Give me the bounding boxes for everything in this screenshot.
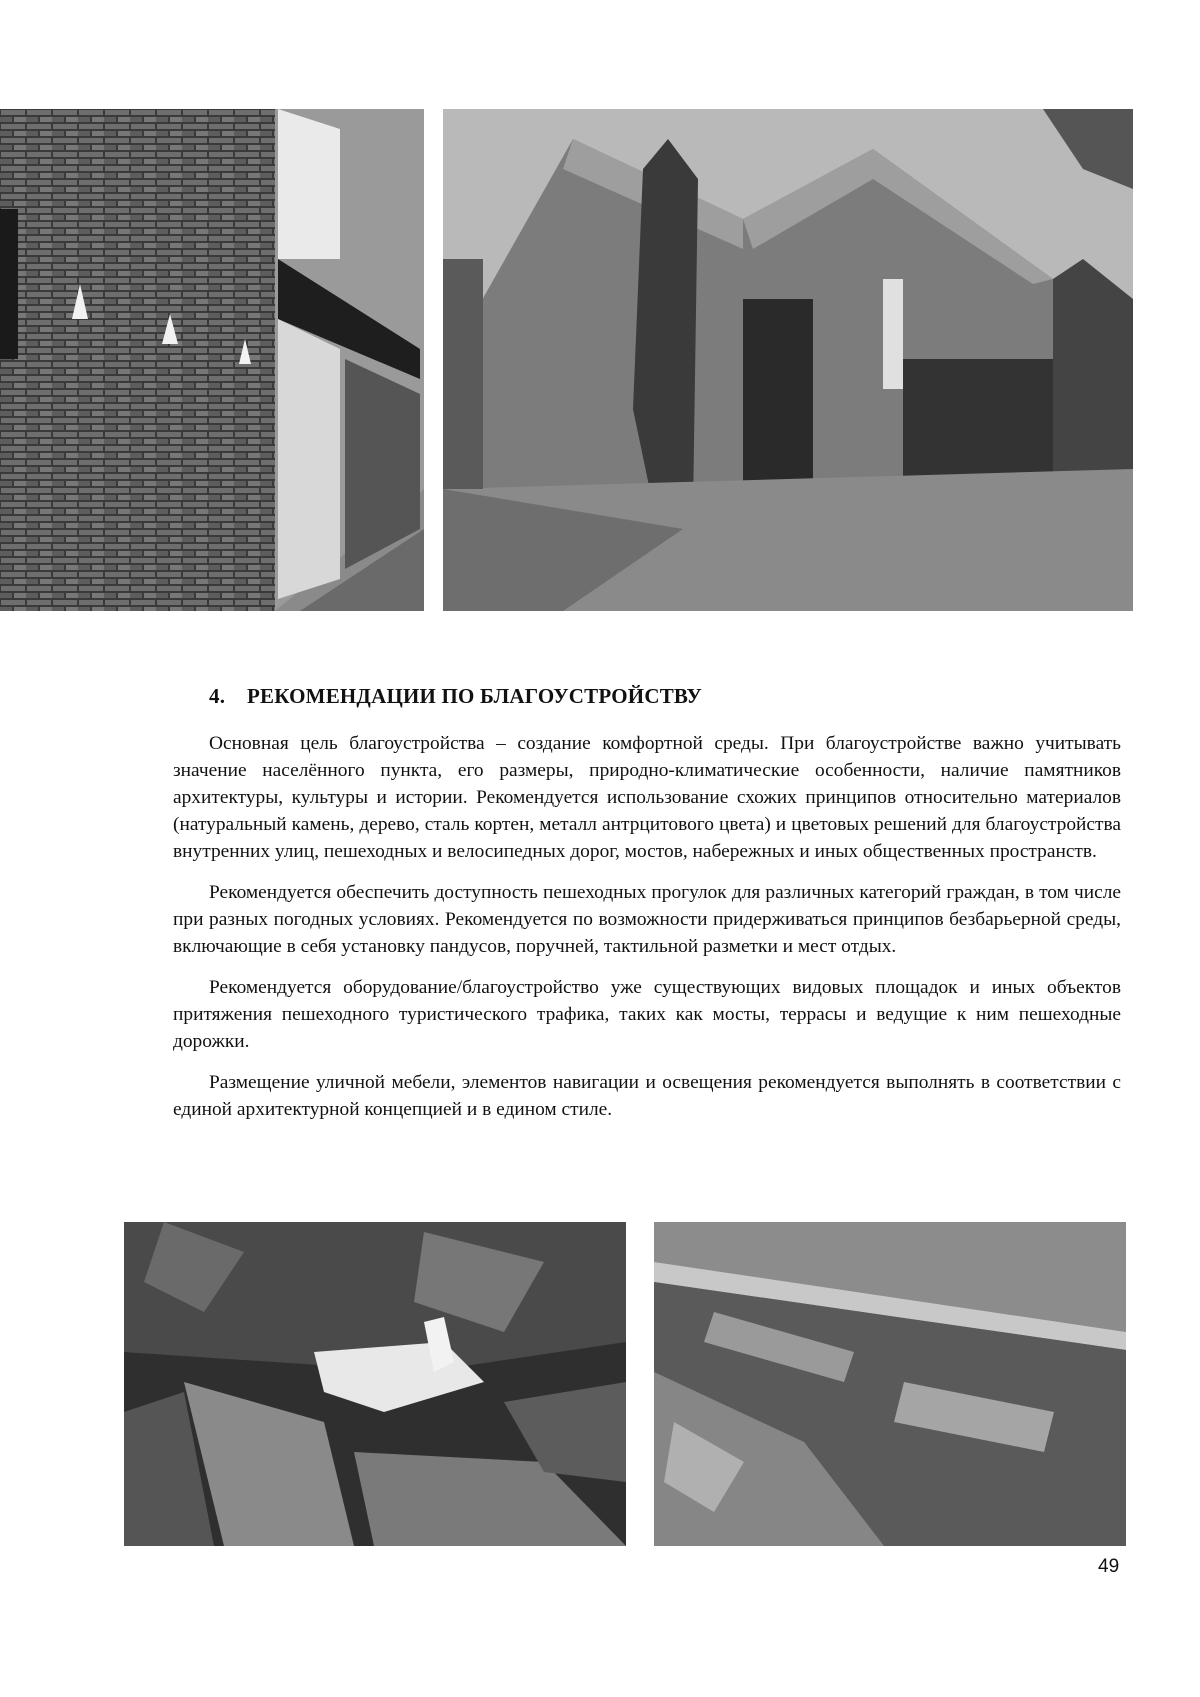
paragraph: Основная цель благоустройства – создание комфортной среды. При благоустройстве важно учитывать значение населённого пункта, его размеры, природно-климатические особенности, наличие памятников архитектуры, культуры и истории. Рекомендуется использование схожих принципов относительно материалов (натуральный камень, дерево, сталь кортен, металл антрцитового цвета) и цветовых решений для благоустройства внутренних улиц, пешеходных и велосипедных дорог, мостов, набережных и иных общественных пространств. bbox=[173, 733, 1121, 862]
photo-stone-embankment bbox=[654, 1222, 1126, 1546]
photo-brick-facade bbox=[0, 109, 424, 611]
paragraph: Рекомендуется оборудование/благоустройство уже существующих видовых площадок и иных объектов притяжения пешеходного туристического трафика, таких как мосты, террасы и ведущие к ним пешеходные дорожки. bbox=[173, 977, 1121, 1052]
section-heading bbox=[209, 684, 702, 709]
section-number: 4. bbox=[209, 684, 226, 708]
page-number: 49 bbox=[1098, 1556, 1120, 1577]
section-title: РЕКОМЕНДАЦИИ ПО БЛАГОУСТРОЙСТВУ bbox=[247, 684, 703, 708]
photo-rocky-stream bbox=[124, 1222, 626, 1546]
paragraph: Рекомендуется обеспечить доступность пешеходных прогулок для различных категорий граждан, в том числе при разных погодных условиях. Рекомендуется по возможности придерживаться принципов безбарьерной среды, включающие в себя установку пандусов, поручней, тактильной разметки и мест отдых. bbox=[173, 882, 1121, 957]
photo-gabled-building bbox=[443, 109, 1133, 611]
body-text bbox=[173, 730, 1121, 1137]
paragraph: Размещение уличной мебели, элементов навигации и освещения рекомендуется выполнять в соответствии с единой архитектурной концепцией и в едином стиле. bbox=[173, 1072, 1121, 1120]
